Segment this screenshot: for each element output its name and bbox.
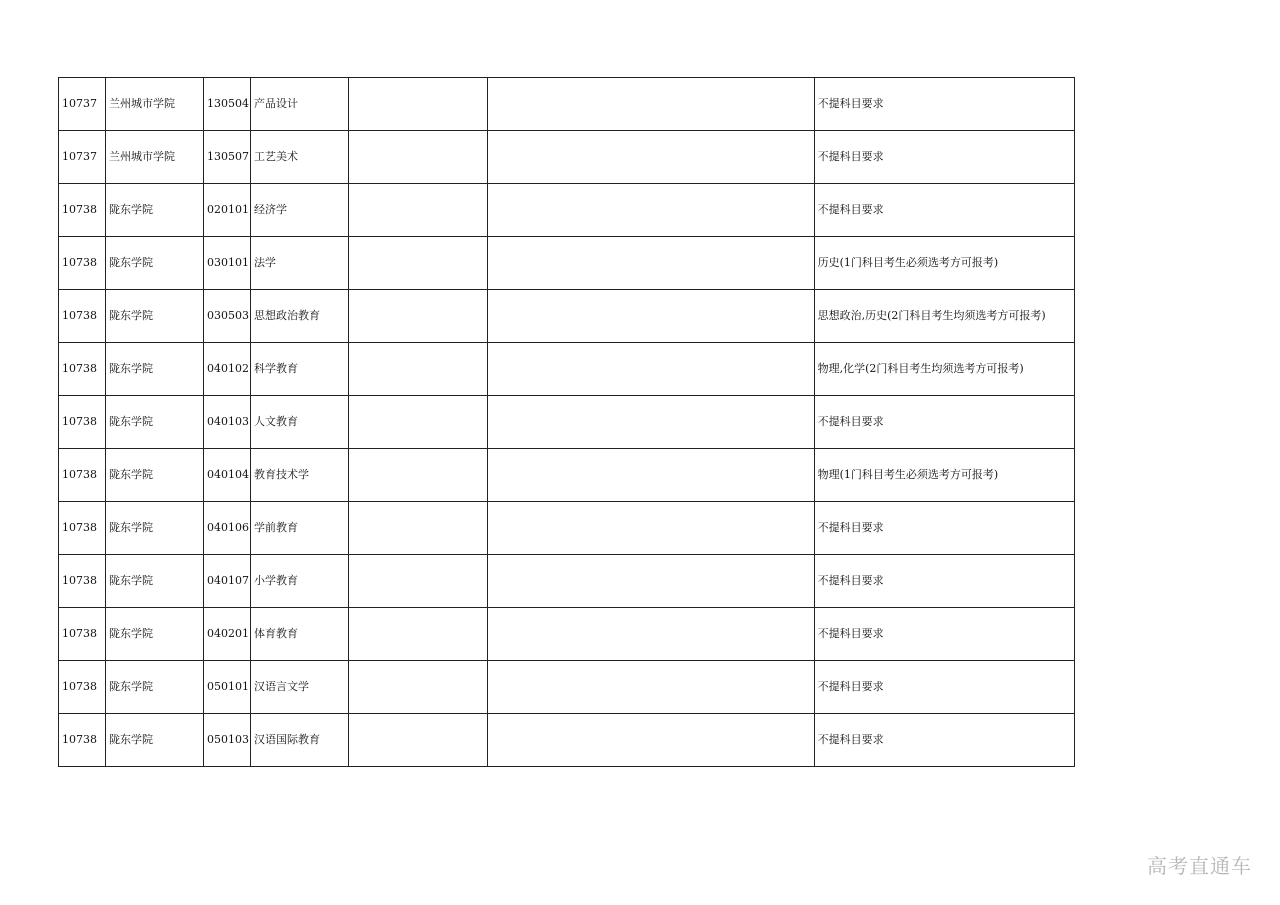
major-code-cell: 040103 (203, 396, 250, 449)
major-name-cell: 产品设计 (250, 78, 348, 131)
subject-requirement-cell: 不提科目要求 (814, 608, 1074, 661)
table-row (59, 502, 1075, 555)
table-row (59, 237, 1075, 290)
subject-requirement-cell: 不提科目要求 (814, 184, 1074, 237)
empty-cell-b (487, 661, 814, 714)
major-code-cell: 130504 (203, 78, 250, 131)
major-code-cell: 130507 (203, 131, 250, 184)
school-name-cell: 陇东学院 (105, 343, 203, 396)
major-code-cell: 040106 (203, 502, 250, 555)
school-code-cell: 10738 (59, 714, 106, 767)
empty-cell-b (487, 184, 814, 237)
empty-cell-a (348, 343, 487, 396)
subject-requirement-cell: 不提科目要求 (814, 131, 1074, 184)
empty-cell-b (487, 502, 814, 555)
school-code-cell: 10738 (59, 661, 106, 714)
empty-cell-a (348, 131, 487, 184)
subject-requirement-cell: 物理(1门科目考生必须选考方可报考) (814, 449, 1074, 502)
empty-cell-a (348, 290, 487, 343)
empty-cell-a (348, 608, 487, 661)
table-row (59, 449, 1075, 502)
major-code-cell: 030101 (203, 237, 250, 290)
school-code-cell: 10737 (59, 131, 106, 184)
subject-requirement-cell: 不提科目要求 (814, 78, 1074, 131)
subject-requirement-cell: 不提科目要求 (814, 661, 1074, 714)
school-code-cell: 10738 (59, 555, 106, 608)
empty-cell-a (348, 78, 487, 131)
subject-requirement-cell: 不提科目要求 (814, 555, 1074, 608)
major-code-cell: 050101 (203, 661, 250, 714)
school-name-cell: 陇东学院 (105, 449, 203, 502)
school-code-cell: 10738 (59, 237, 106, 290)
table-row (59, 396, 1075, 449)
empty-cell-b (487, 343, 814, 396)
major-code-cell: 050103 (203, 714, 250, 767)
school-code-cell: 10738 (59, 184, 106, 237)
school-name-cell: 陇东学院 (105, 290, 203, 343)
major-name-cell: 经济学 (250, 184, 348, 237)
empty-cell-b (487, 131, 814, 184)
empty-cell-a (348, 396, 487, 449)
empty-cell-a (348, 449, 487, 502)
major-name-cell: 学前教育 (250, 502, 348, 555)
major-code-cell: 040104 (203, 449, 250, 502)
empty-cell-b (487, 290, 814, 343)
table-row (59, 343, 1075, 396)
major-code-cell: 040201 (203, 608, 250, 661)
school-name-cell: 陇东学院 (105, 396, 203, 449)
table-row (59, 78, 1075, 131)
major-name-cell: 教育技术学 (250, 449, 348, 502)
school-code-cell: 10738 (59, 396, 106, 449)
table-row (59, 714, 1075, 767)
subject-requirement-cell: 不提科目要求 (814, 714, 1074, 767)
major-code-cell: 040102 (203, 343, 250, 396)
empty-cell-b (487, 555, 814, 608)
table-row (59, 290, 1075, 343)
school-name-cell: 陇东学院 (105, 714, 203, 767)
table-row (59, 608, 1075, 661)
school-code-cell: 10738 (59, 502, 106, 555)
watermark-text: 高考直通车 (1147, 854, 1252, 878)
empty-cell-b (487, 396, 814, 449)
major-name-cell: 工艺美术 (250, 131, 348, 184)
school-code-cell: 10738 (59, 290, 106, 343)
empty-cell-a (348, 502, 487, 555)
school-name-cell: 陇东学院 (105, 555, 203, 608)
school-code-cell: 10738 (59, 608, 106, 661)
major-name-cell: 汉语国际教育 (250, 714, 348, 767)
major-name-cell: 科学教育 (250, 343, 348, 396)
major-code-cell: 020101 (203, 184, 250, 237)
subject-requirement-cell: 不提科目要求 (814, 396, 1074, 449)
empty-cell-a (348, 237, 487, 290)
subject-requirement-cell: 思想政治,历史(2门科目考生均须选考方可报考) (814, 290, 1074, 343)
empty-cell-a (348, 661, 487, 714)
table-row (59, 661, 1075, 714)
major-name-cell: 法学 (250, 237, 348, 290)
subject-requirement-cell: 历史(1门科目考生必须选考方可报考) (814, 237, 1074, 290)
empty-cell-b (487, 608, 814, 661)
major-name-cell: 体育教育 (250, 608, 348, 661)
major-code-cell: 040107 (203, 555, 250, 608)
empty-cell-a (348, 714, 487, 767)
empty-cell-a (348, 555, 487, 608)
subject-requirement-cell: 不提科目要求 (814, 502, 1074, 555)
empty-cell-b (487, 714, 814, 767)
school-name-cell: 陇东学院 (105, 608, 203, 661)
school-name-cell: 兰州城市学院 (105, 131, 203, 184)
empty-cell-b (487, 449, 814, 502)
subject-requirements-table (58, 77, 1075, 767)
table-body (59, 78, 1075, 767)
empty-cell-a (348, 184, 487, 237)
major-name-cell: 人文教育 (250, 396, 348, 449)
school-code-cell: 10738 (59, 449, 106, 502)
school-name-cell: 陇东学院 (105, 184, 203, 237)
school-name-cell: 陇东学院 (105, 661, 203, 714)
school-name-cell: 兰州城市学院 (105, 78, 203, 131)
school-code-cell: 10738 (59, 343, 106, 396)
major-name-cell: 小学教育 (250, 555, 348, 608)
school-name-cell: 陇东学院 (105, 502, 203, 555)
major-name-cell: 汉语言文学 (250, 661, 348, 714)
empty-cell-b (487, 237, 814, 290)
subject-requirement-cell: 物理,化学(2门科目考生均须选考方可报考) (814, 343, 1074, 396)
school-code-cell: 10737 (59, 78, 106, 131)
table-row (59, 131, 1075, 184)
school-name-cell: 陇东学院 (105, 237, 203, 290)
table-row (59, 184, 1075, 237)
empty-cell-b (487, 78, 814, 131)
major-name-cell: 思想政治教育 (250, 290, 348, 343)
table-row (59, 555, 1075, 608)
major-code-cell: 030503 (203, 290, 250, 343)
